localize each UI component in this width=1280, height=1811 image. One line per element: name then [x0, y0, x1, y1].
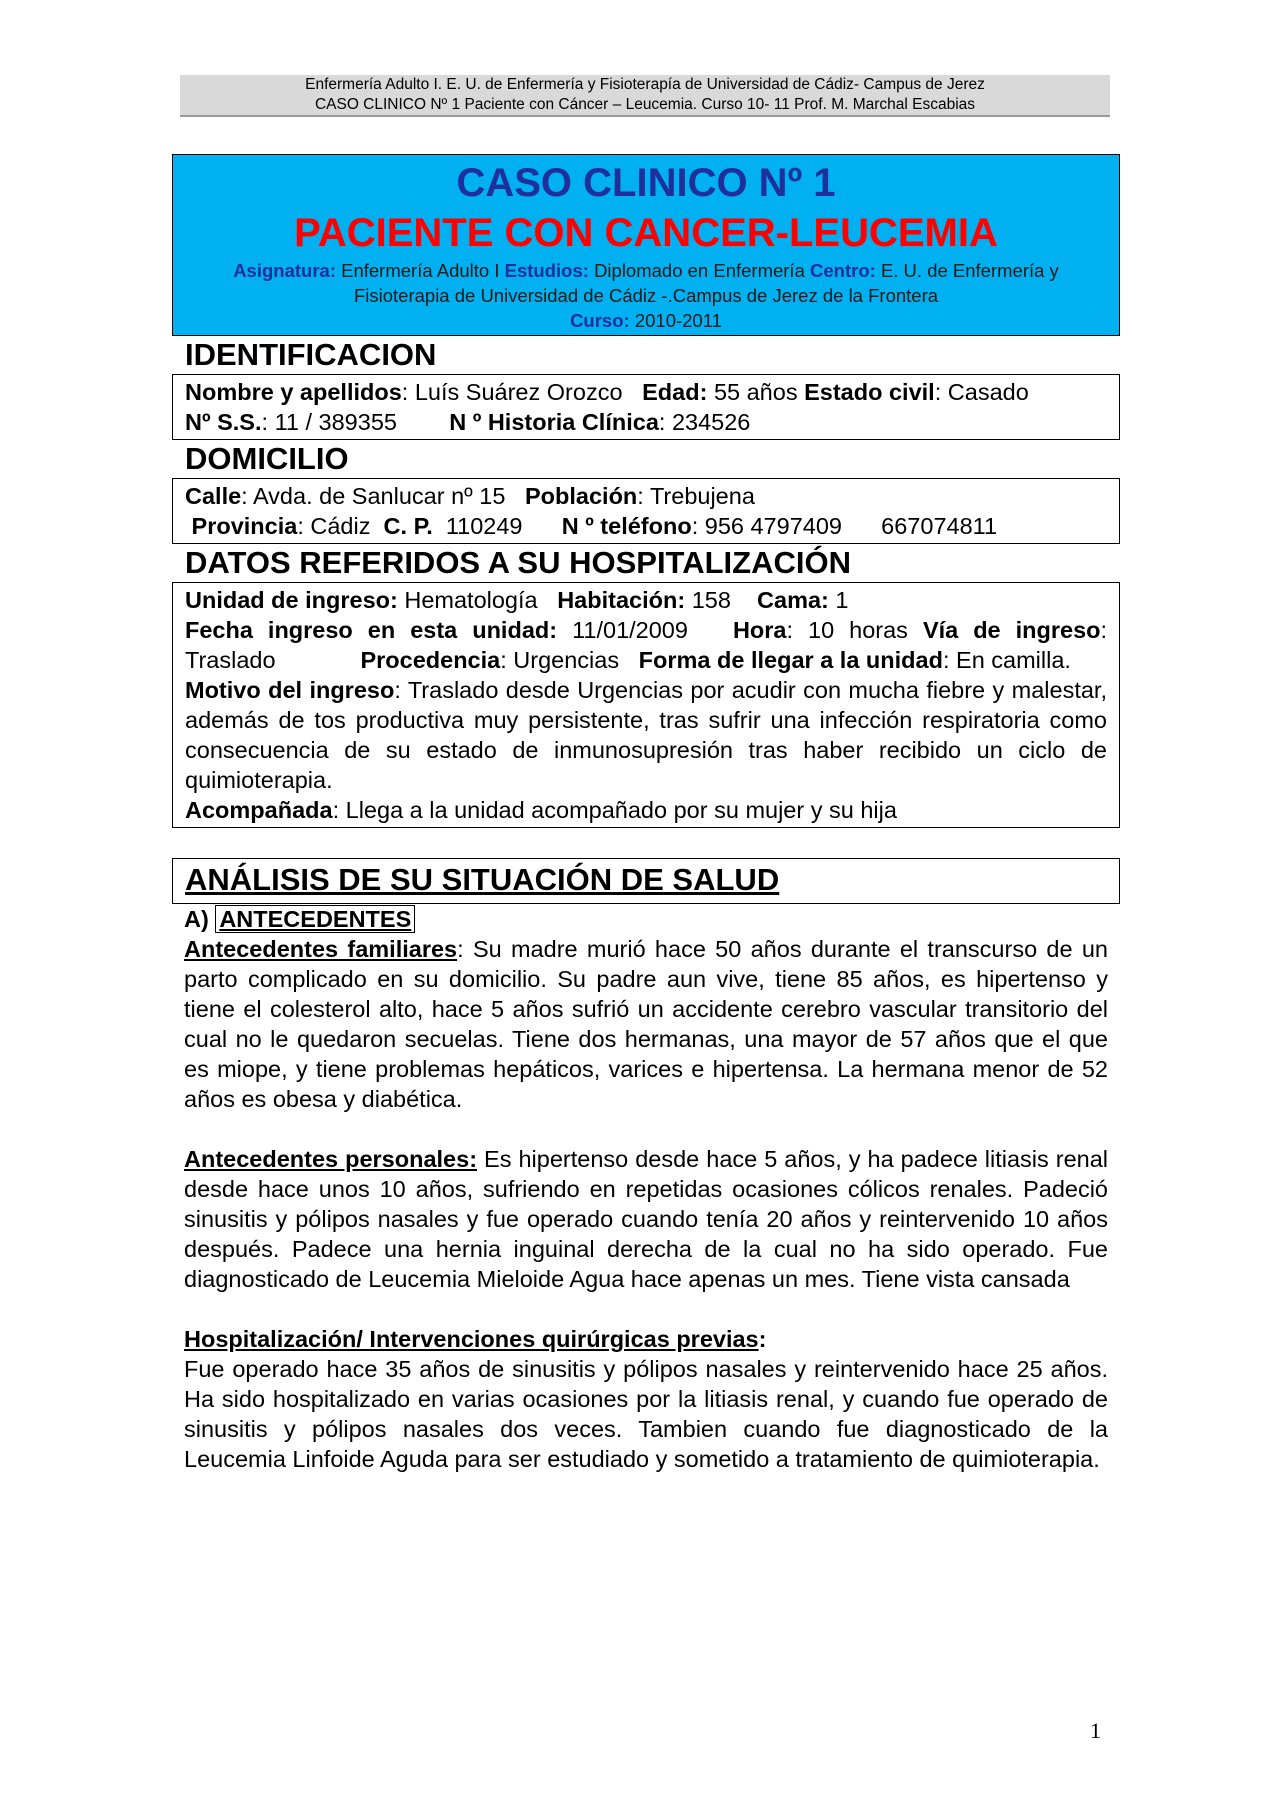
domicilio-heading: DOMICILIO — [185, 441, 349, 476]
motivo-label: Motivo del ingreso — [185, 677, 395, 703]
domicilio-box: Calle: Avda. de Sanlucar nº 15 Población: Trebujena Provincia: Cádiz C. P. 110249 N º teléfono: 956 4797409 667074811 — [172, 478, 1120, 544]
habitacion-label: Habitación: — [557, 587, 686, 613]
estudios-label: Estudios: — [504, 260, 589, 281]
motivo-value: Traslado desde Urgencias por acudir con mucha fiebre y malestar, además de tos productiva muy persistente, tras sufrir una infección respiratoria como consecuencia de su estado de inmunosupresión tras haber recibido un ciclo de quimioterapia. — [185, 677, 1107, 793]
analisis-body: A) ANTECEDENTES Antecedentes familiares: Su madre murió hace 50 años durante el transcurso de un parto complicado en su domicilio. Su padre aun vive, tiene 85 años, es hipertenso y tiene el colesterol alto, hace 5 años sufrió un accidente cerebro vascular transitorio del cual no le quedaron secuelas. Tiene dos hermanas, una mayor de 57 años que el que es miope, y tiene problemas hepáticos, varices e hipertensa. La hermana menor de 52 años es obesa y diabética. Antecedentes personales: Es hipertenso desde hace 5 años, y ha padece litiasis renal desde hace unos 10 años, sufriendo en repetidas ocasiones cólicos renales. Padeció sinusitis y pólipos nasales y fue operado cuando tenía 20 años y reintervenido 10 años después. Padece una hernia inguinal derecha de la cual no ha sido operado. Fue diagnosticado de Leucemia Mieloide Agua hace apenas un mes. Tiene vista cansada Hospitalización/ Intervenciones quirúrgicas previas: Fue operado hace 35 años de sinusitis y pólipos nasales y reintervenido hace 25 años. Ha sido hospitalizado en varias ocasiones por la litiasis renal, y cuando fue operado de sinusitis y pólipos nasales dos veces. Tambien cuando fue diagnosticado de la Leucemia Linfoide Aguda para ser estudiado y sometido a tratamiento de quimioterapia. — [184, 906, 1109, 1472]
forma-llegar-value: En camilla. — [956, 647, 1071, 673]
estudios-value: Diplomado en Enfermería — [594, 260, 805, 281]
running-header-line-2: CASO CLINICO Nº 1 Paciente con Cáncer – Leucemia. Curso 10- 11 Prof. M. Marchal Escabias — [314, 96, 976, 113]
fecha-label: Fecha ingreso en esta unidad: — [185, 617, 558, 643]
acompanada-value: Llega a la unidad acompañado por su mujer y su hija — [345, 797, 897, 823]
hospitalizacion-box: Unidad de ingreso: Hematología Habitación: 158 Cama: 1 Fecha ingreso en esta unidad: 11/01/2009 Hora: 10 horas Vía de ingreso: Traslado Procedencia: Urgencias Forma de llegar a la unidad: En camilla. Motivo del ingreso: Traslado desde Urgencias por acudir con mucha fiebre y malestar, además de tos productiva muy persistente, tras sufrir una infección respiratoria como consecuencia de su estado de inmunosupresión tras haber recibido un ciclo de quimioterapia. Acompañada: Llega a la unidad acompañado por su mujer y su hija — [172, 582, 1120, 828]
ss-value: 11 / 389355 — [274, 409, 397, 435]
procedencia-label: Procedencia — [360, 647, 501, 673]
historia-label: N º Historia Clínica — [449, 409, 659, 435]
via-label: Vía de ingreso — [922, 617, 1101, 643]
cp-value: 110249 — [445, 513, 523, 539]
provincia-label: Provincia — [191, 513, 298, 539]
running-header — [180, 75, 1110, 117]
nombre-value: Luís Suárez Orozco — [414, 379, 623, 405]
edad-label: Edad: — [642, 379, 708, 405]
centro-label: Centro: — [810, 260, 876, 281]
ss-label: Nº S.S. — [185, 409, 262, 435]
case-subtitle: PACIENTE CON CANCER-LEUCEMIA — [294, 211, 998, 255]
personales-label: Antecedentes personales: — [184, 1146, 478, 1172]
case-title: CASO CLINICO Nº 1 — [456, 161, 836, 205]
hora-value: 10 horas — [808, 617, 908, 643]
telefono-value-2: 667074811 — [881, 513, 998, 539]
nombre-label: Nombre y apellidos — [185, 379, 402, 405]
historia-value: 234526 — [671, 409, 751, 435]
curso-value: 2010-2011 — [634, 310, 722, 331]
page-number: 1 — [1090, 1718, 1101, 1743]
estado-civil-label: Estado civil — [804, 379, 935, 405]
edad-value: 55 años — [713, 379, 798, 405]
habitacion-value: 158 — [691, 587, 731, 613]
cama-value: 1 — [835, 587, 849, 613]
curso-label: Curso: — [570, 310, 630, 331]
poblacion-value: Trebujena — [649, 483, 755, 509]
section-a-title: ANTECEDENTES — [215, 905, 415, 933]
via-value: Traslado — [185, 647, 276, 673]
personales-text: Es hipertenso desde hace 5 años, y ha padece litiasis renal desde hace unos 10 años, sufriendo en repetidas ocasiones cólicos renales. Padeció sinusitis y pólipos nasales y fue operado cuando tenía 20 años y reintervenido 10 años después. Padece una hernia inguinal derecha de la cual no ha sido operado. Fue diagnosticado de Leucemia Mieloide Agua hace apenas un mes. Tiene vista cansada — [184, 1146, 1109, 1292]
running-header-line-1: Enfermería Adulto I. E. U. de Enfermería y Fisioterapía de Universidad de Cádiz- Campus de Jerez — [305, 76, 985, 93]
cama-label: Cama: — [757, 587, 829, 613]
previas-label: Hospitalización/ Intervenciones quirúrgicas previas — [184, 1326, 759, 1352]
telefono-label: N º teléfono — [561, 513, 692, 539]
familiares-label: Antecedentes familiares — [184, 936, 458, 962]
calle-value: Avda. de Sanlucar nº 15 — [252, 483, 506, 509]
identificacion-heading: IDENTIFICACION — [185, 337, 437, 372]
unidad-label: Unidad de ingreso: — [185, 587, 398, 613]
identificacion-box: Nombre y apellidos: Luís Suárez Orozco Edad: 55 años Estado civil: Casado Nº S.S.: 11 / 389355 N º Historia Clínica: 234526 — [172, 374, 1120, 440]
analisis-heading-box — [172, 858, 1120, 904]
estado-civil-value: Casado — [947, 379, 1029, 405]
forma-llegar-label: Forma de llegar a la unidad — [638, 647, 943, 673]
section-a-prefix: A) — [184, 906, 209, 932]
analisis-heading: ANÁLISIS DE SU SITUACIÓN DE SALUD — [185, 862, 780, 897]
provincia-value: Cádiz — [310, 513, 371, 539]
fecha-value: 11/01/2009 — [572, 617, 688, 643]
document-content — [172, 154, 1120, 1474]
telefono-value-1: 956 4797409 — [704, 513, 842, 539]
previas-text: Fue operado hace 35 años de sinusitis y pólipos nasales y reintervenido hace 25 años. Ha sido hospitalizado en varias ocasiones por la litiasis renal, y cuando fue operado de sinusitis y pólipos nasales dos veces. Tambien cuando fue diagnosticado de la Leucemia Linfoide Aguda para ser estudiado y sometido a tratamiento de quimioterapia. — [184, 1356, 1108, 1472]
title-box — [172, 154, 1120, 336]
hospitalizacion-heading: DATOS REFERIDOS A SU HOSPITALIZACIÓN — [185, 545, 851, 580]
centro-value: E. U. de Enfermería y Fisioterapia de Universidad de Cádiz -.Campus de Jerez de la Frontera — [353, 260, 1059, 306]
familiares-text: Su madre murió hace 50 años durante el transcurso de un parto complicado en su domicilio. Su padre aun vive, tiene 85 años, es hipertenso y tiene el colesterol alto, hace 5 años sufrió un accidente cerebro vascular transitorio del cual no le quedaron secuelas. Tiene dos hermanas, una mayor de 57 años que el que es miope, y tiene problemas hepáticos, varices e hipertensa. La hermana menor de 52 años es obesa y diabética. — [184, 936, 1108, 1112]
cp-label: C. P. — [383, 513, 433, 539]
course-info — [193, 258, 1099, 333]
poblacion-label: Población — [525, 483, 638, 509]
asignatura-label: Asignatura: — [233, 260, 336, 281]
acompanada-label: Acompañada — [185, 797, 333, 823]
calle-label: Calle — [185, 483, 242, 509]
procedencia-value: Urgencias — [513, 647, 620, 673]
unidad-value: Hematología — [404, 587, 538, 613]
hora-label: Hora — [732, 617, 787, 643]
asignatura-value: Enfermería Adulto I — [341, 260, 500, 281]
